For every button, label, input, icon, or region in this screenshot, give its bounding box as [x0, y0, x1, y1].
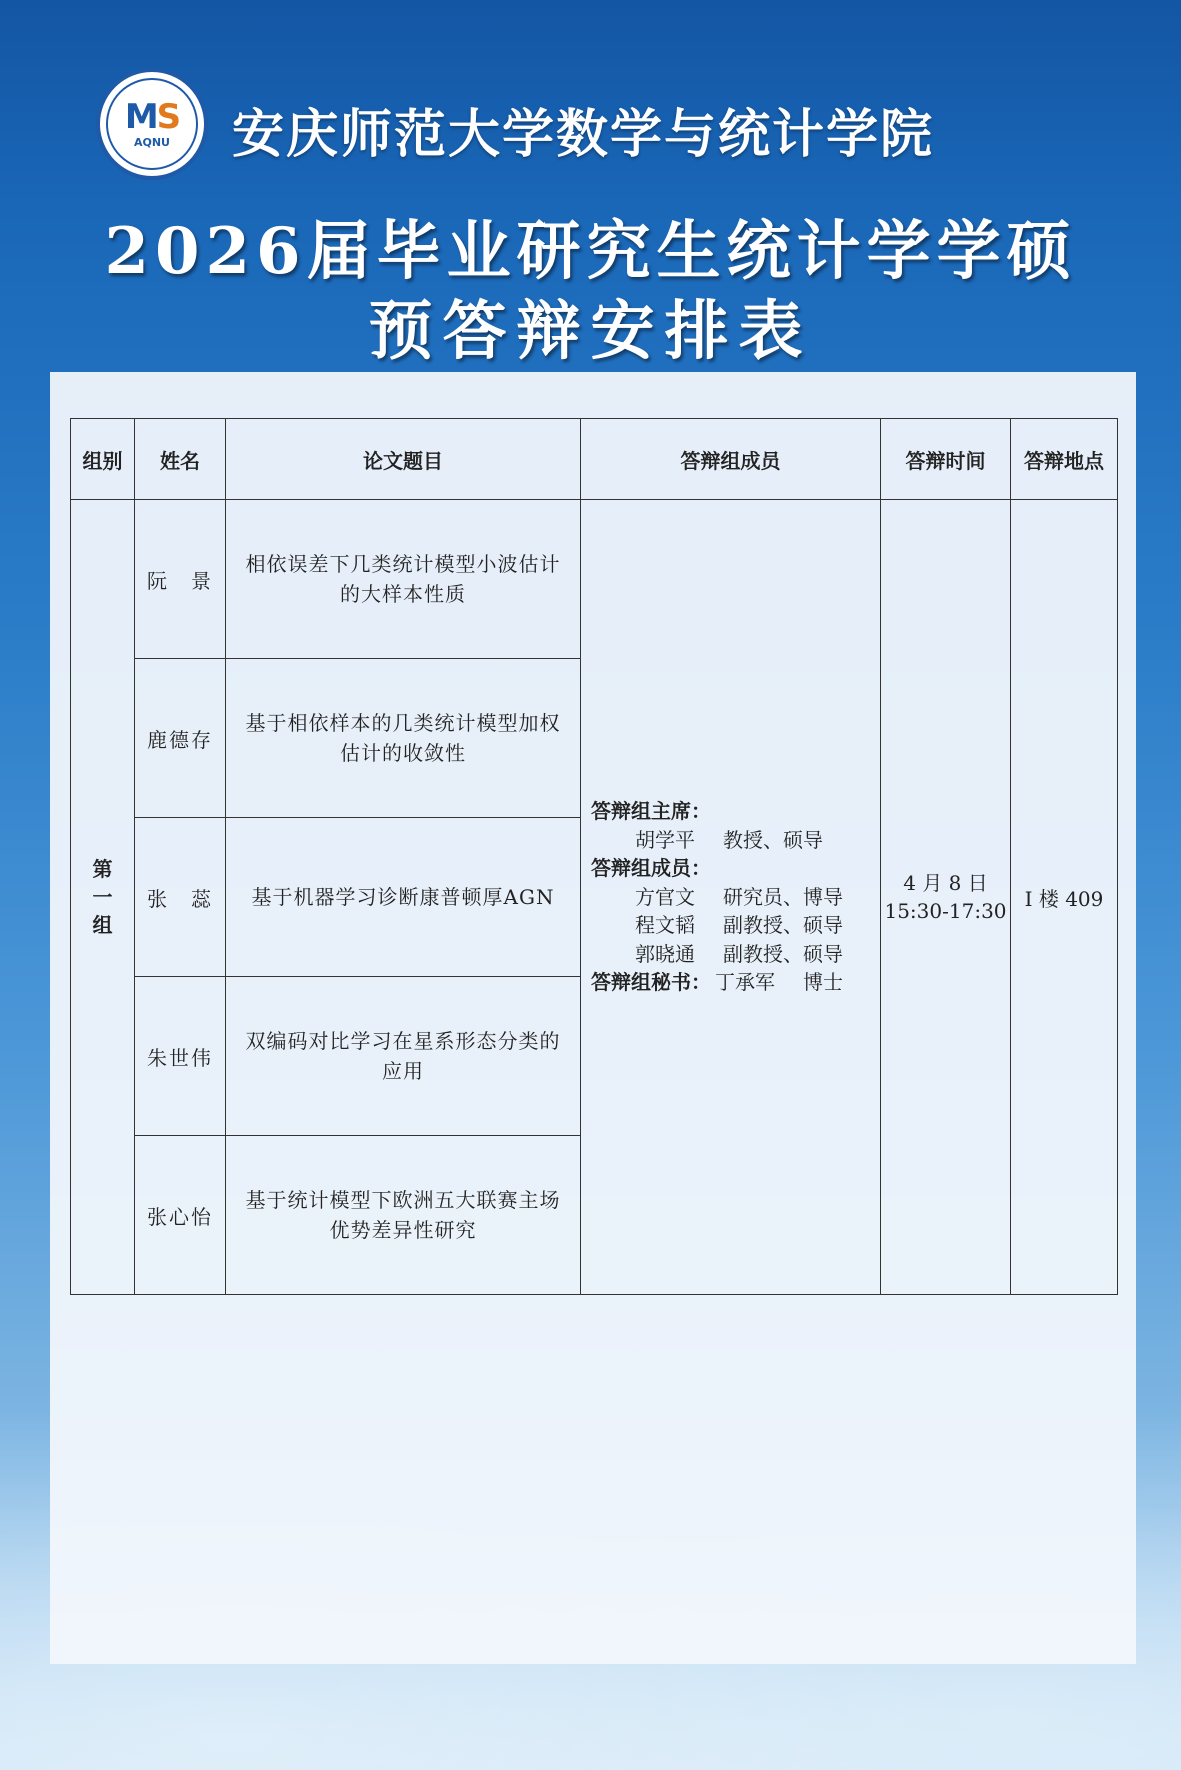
member-name: 程文韬: [635, 913, 695, 938]
secretary-title: 博士: [803, 970, 843, 995]
committee-member: [591, 911, 879, 940]
logo-mark-m: M: [124, 96, 157, 137]
time-cell: [881, 500, 1011, 1295]
member-title: 副教授、硕导: [723, 941, 843, 966]
student-name: 张心怡: [135, 1136, 226, 1295]
schedule-panel: [50, 372, 1136, 1664]
logo-ring: [106, 78, 198, 170]
committee-member: [591, 826, 879, 855]
student-name: 张 蕊: [135, 818, 226, 977]
header-row: [71, 419, 1118, 500]
secretary-label: 答辩组秘书：: [591, 970, 711, 995]
chair-label: 答辩组主席：: [591, 799, 711, 824]
header-time: 答辩时间: [881, 419, 1011, 500]
header-thesis: 论文题目: [226, 419, 581, 500]
group-char: 组: [92, 913, 113, 937]
thesis-title: 基于相依样本的几类统计模型加权估计的收敛性: [226, 659, 581, 818]
student-name: 阮 景: [135, 500, 226, 659]
page-title-line1: 2026届毕业研究生统计学学硕: [104, 214, 1077, 289]
committee-member: [591, 940, 879, 969]
member-name: 方官文: [635, 884, 695, 909]
logo-mark-s: S: [156, 96, 180, 137]
member-name: 郭晓通: [635, 941, 695, 966]
school-logo: [96, 68, 208, 180]
logo-subtext: AQNU: [133, 135, 170, 149]
group-cell: [71, 500, 135, 1295]
thesis-title: 基于机器学习诊断康普顿厚AGN: [226, 818, 581, 977]
member-title: 教授、硕导: [723, 827, 823, 852]
member-title: 副教授、硕导: [723, 913, 843, 938]
place-cell: I 楼 409: [1011, 500, 1118, 1295]
thesis-title: 基于统计模型下欧洲五大联赛主场优势差异性研究: [226, 1136, 581, 1295]
member-name: 胡学平: [635, 827, 695, 852]
header-place: 答辩地点: [1011, 419, 1118, 500]
header-committee: 答辩组成员: [581, 419, 881, 500]
thesis-title: 双编码对比学习在星系形态分类的应用: [226, 977, 581, 1136]
defense-hours: 15:30-17:30: [884, 899, 1007, 923]
school-name: 安庆师范大学数学与统计学院: [232, 105, 935, 165]
member-title: 研究员、博导: [723, 884, 843, 909]
group-char: 一: [92, 885, 113, 909]
defense-date: 4 月 8 日: [903, 871, 988, 895]
members-label: 答辩组成员：: [591, 856, 711, 881]
thesis-title: 相依误差下几类统计模型小波估计的大样本性质: [226, 500, 581, 659]
committee-cell: [581, 500, 881, 1295]
secretary-name: 丁承军: [715, 970, 775, 995]
group-char: 第: [92, 857, 113, 881]
table-row: [71, 500, 1118, 659]
header-group: 组别: [71, 419, 135, 500]
header: [0, 0, 1181, 370]
student-name: 鹿德存: [135, 659, 226, 818]
page-title-line2: 预答辩安排表: [368, 294, 813, 369]
schedule-table: [70, 418, 1118, 1295]
committee-member: [591, 883, 879, 912]
student-name: 朱世伟: [135, 977, 226, 1136]
secretary-line: [591, 968, 879, 997]
header-name: 姓名: [135, 419, 226, 500]
